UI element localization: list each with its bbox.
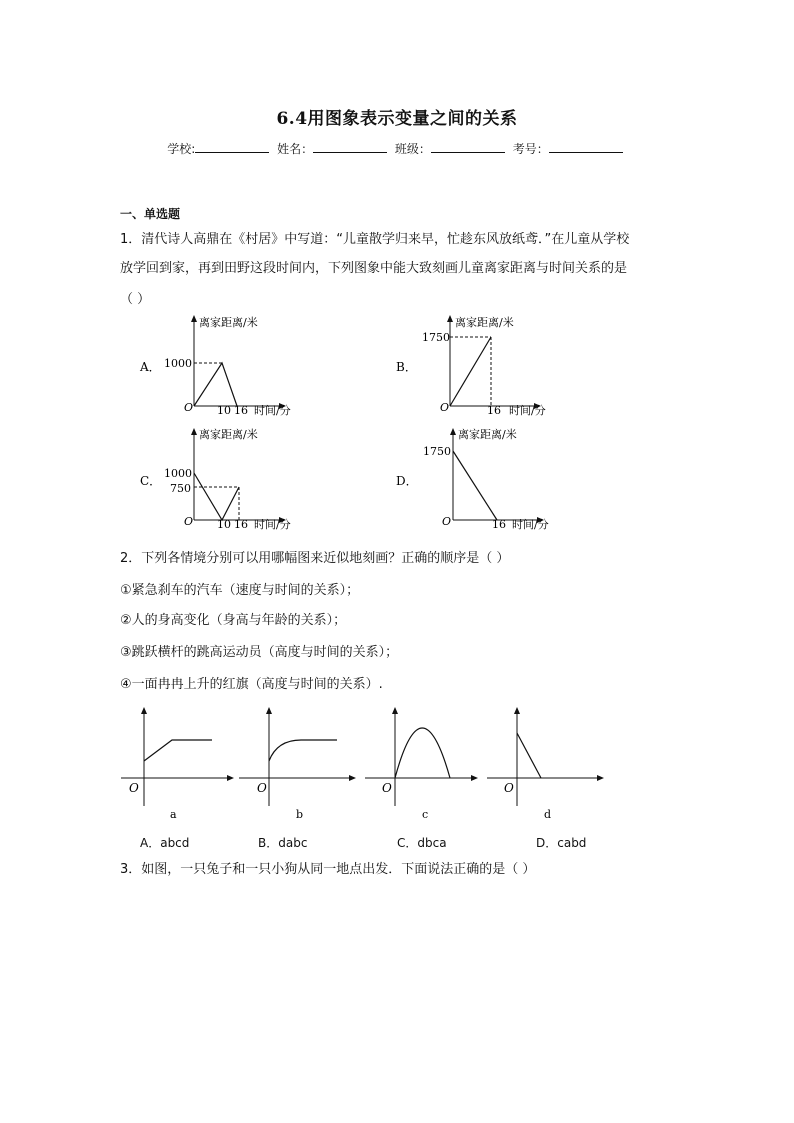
q2-item-4: ④一面冉冉上升的红旗（高度与时间的关系）.: [120, 677, 383, 692]
q2-graph-d: [487, 708, 603, 821]
graph-c-label: c: [422, 808, 429, 821]
option-b-xtick-16: 16: [487, 404, 501, 417]
q2-graph-c: [365, 708, 477, 821]
q1-stem-line2: 放学回到家，再到田野这段时间内，下列图象中能大致刻画儿童离家距离与时间关系的是: [120, 261, 628, 276]
option-b-label: B．: [396, 360, 417, 374]
graph-c-curve: [395, 728, 450, 778]
option-c-curve: [194, 473, 239, 520]
class-label: 班级：: [394, 142, 431, 156]
q2-choice-b[interactable]: B．dabc: [258, 836, 308, 850]
q1-option-a[interactable]: [139, 315, 291, 417]
option-d-label: D．: [396, 474, 418, 488]
option-c-ylabel: 离家距离/米: [199, 428, 258, 441]
option-c-label: C．: [140, 474, 162, 488]
option-c-xtick-16: 16: [234, 518, 248, 531]
q1-option-d[interactable]: [396, 427, 549, 531]
q2-stem: 2．下列各情境分别可以用哪幅图来近似地刻画？正确的顺序是（ ）: [120, 551, 510, 566]
graph-a-curve: [144, 740, 212, 761]
name-blank[interactable]: [313, 140, 387, 153]
graph-c-origin: O: [382, 781, 392, 795]
option-a-xtick-16: 16: [234, 404, 248, 417]
option-b-origin: O: [440, 401, 450, 414]
q2-choice-a[interactable]: A．abcd: [140, 836, 190, 850]
option-d-ylabel: 离家距离/米: [458, 428, 517, 441]
option-b-xlabel: 时间/分: [509, 404, 546, 417]
graph-b-label: b: [296, 808, 304, 821]
option-a-label: A．: [140, 360, 161, 374]
graph-a-label: a: [170, 808, 177, 821]
graph-a-origin: O: [129, 781, 139, 795]
option-b-ylabel: 离家距离/米: [455, 316, 514, 329]
graph-d-label: d: [544, 808, 552, 821]
option-b-ytick-1750: 1750: [422, 331, 450, 344]
class-blank[interactable]: [431, 140, 505, 153]
q2-item-2: ②人的身高变化（身高与年龄的关系）；: [120, 613, 347, 628]
q2-graphs: [115, 700, 615, 830]
exam-no-label: 考号：: [512, 142, 549, 156]
q1-answer-paren: （ ）: [120, 292, 151, 307]
page-title: 6.4用图象表示变量之间的关系: [276, 109, 518, 129]
option-c-ytick-750: 750: [170, 482, 191, 495]
option-a-xtick-10: 10: [217, 404, 231, 417]
option-d-xlabel: 时间/分: [512, 518, 549, 531]
school-label: 学校:: [167, 142, 196, 156]
option-d-ytick-1750: 1750: [423, 445, 451, 458]
q1-graphs: [120, 310, 580, 540]
option-c-xtick-10: 10: [217, 518, 231, 531]
q2-graph-a: [121, 708, 233, 821]
option-c-ytick-1000: 1000: [164, 467, 192, 480]
option-c-xlabel: 时间/分: [254, 518, 291, 531]
option-d-curve: [453, 451, 497, 520]
graph-b-origin: O: [257, 781, 267, 795]
q2-item-3: ③跳跃横杆的跳高运动员（高度与时间的关系）；: [120, 645, 399, 660]
graph-b-curve: [269, 740, 337, 761]
option-b-curve: [450, 337, 491, 406]
graph-d-curve: [517, 733, 541, 778]
graph-d-origin: O: [504, 781, 514, 795]
q2-choice-d[interactable]: D．cabd: [536, 836, 587, 850]
exam-no-blank[interactable]: [549, 140, 623, 153]
student-info-line: [0, 140, 794, 157]
q3-stem: 3．如图，一只兔子和一只小狗从同一地点出发．下面说法正确的是（ ）: [120, 862, 536, 877]
option-d-origin: O: [442, 515, 452, 528]
name-label: 姓名：: [277, 142, 314, 156]
option-a-ylabel: 离家距离/米: [199, 316, 258, 329]
q1-option-c[interactable]: [140, 427, 291, 531]
option-a-xlabel: 时间/分: [254, 404, 291, 417]
option-d-xtick-16: 16: [492, 518, 506, 531]
option-a-ytick-1000: 1000: [164, 357, 192, 370]
option-a-curve: [194, 363, 237, 406]
option-a-origin: O: [184, 401, 194, 414]
q2-graph-b: [239, 708, 355, 821]
q2-item-1: ①紧急刹车的汽车（速度与时间的关系）；: [120, 583, 360, 598]
q2-choice-c[interactable]: C．dbca: [397, 836, 447, 850]
school-blank[interactable]: [195, 140, 269, 153]
section-heading: 一、单选题: [120, 207, 181, 221]
q1-option-b[interactable]: [396, 315, 546, 417]
option-c-origin: O: [184, 515, 194, 528]
q1-stem-line1: 1．清代诗人高鼎在《村居》中写道：“儿童散学归来早，忙趁东风放纸鸢．”在儿童从学校: [120, 232, 630, 247]
